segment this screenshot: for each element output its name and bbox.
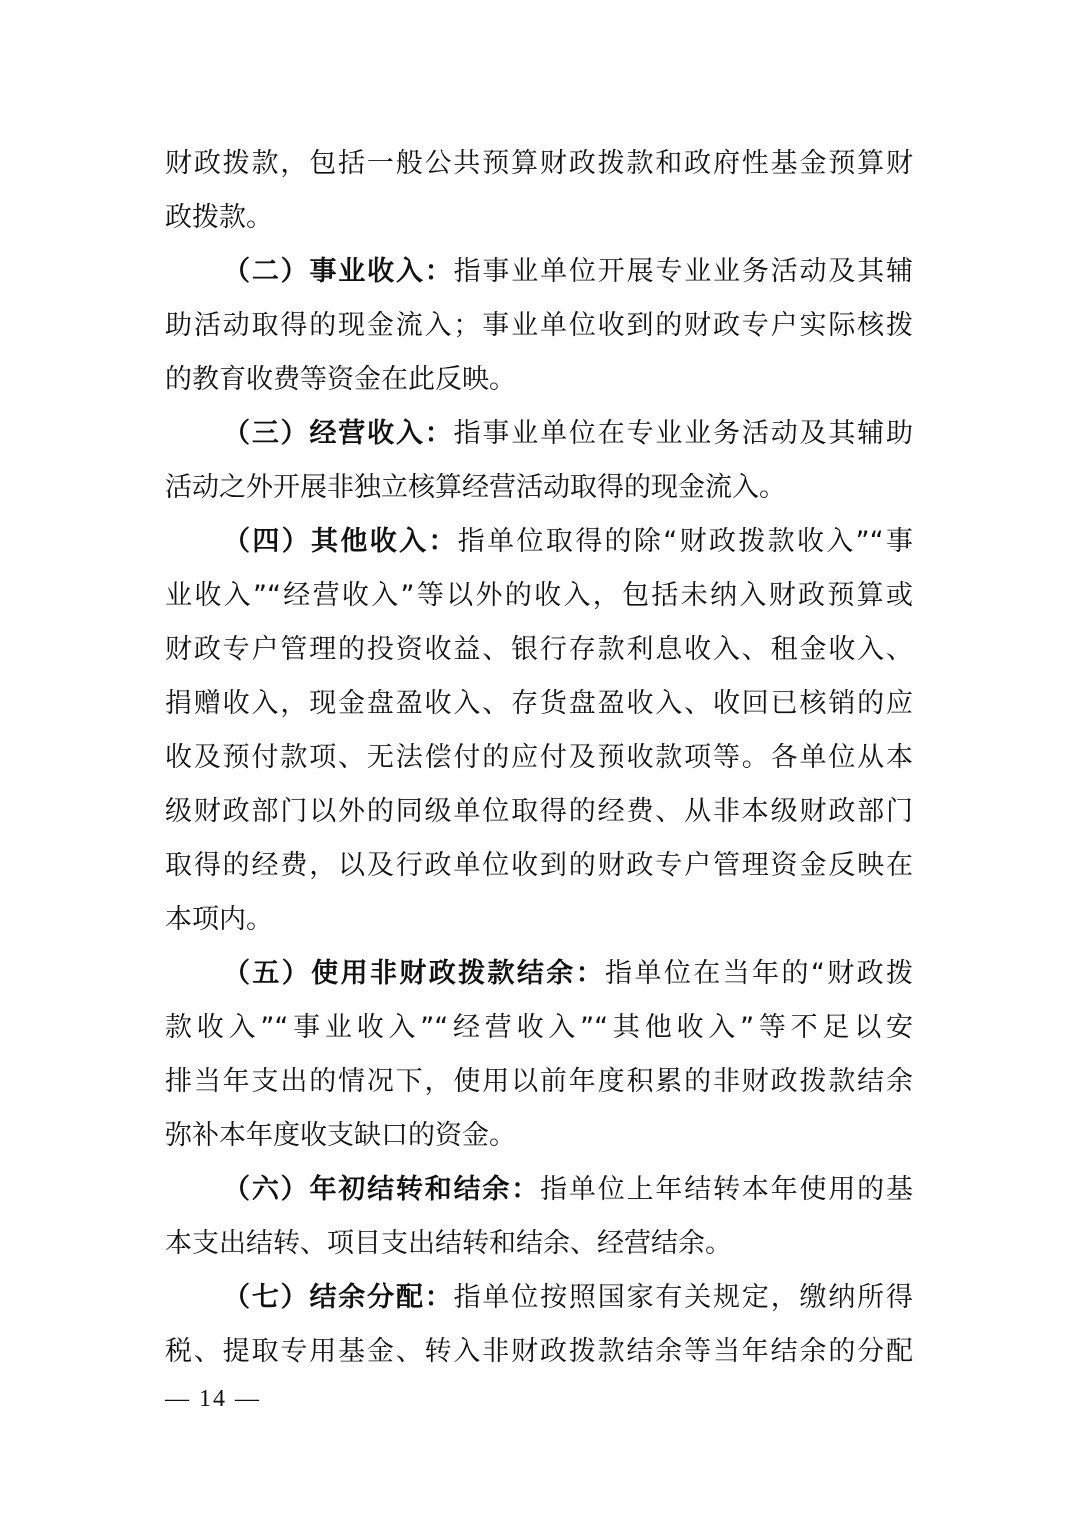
line-text: 指事业单位在专业业务活动及其辅助 [453,418,913,449]
line-text: 指事业单位开展专业业务活动及其辅 [453,256,913,287]
text-line [165,198,913,252]
item-heading: （六）年初结转和结余： [223,1174,541,1205]
text-line [165,1278,913,1332]
line-text: 财政专户管理的投资收益、银行存款利息收入、租金收入、 [165,634,913,665]
line-text: 取得的经费，以及行政单位收到的财政专户管理资金反映在 [165,850,913,881]
line-text: 收及预付款项、无法偿付的应付及预收款项等。各单位从本 [165,742,913,773]
item-heading: （三）经营收入： [223,418,454,449]
text-line [165,846,913,900]
text-line [165,684,913,738]
text-line [165,360,913,414]
line-text: 指单位按照国家有关规定，缴纳所得 [453,1282,913,1313]
line-text: 指单位上年结转本年使用的基 [540,1174,914,1205]
item-heading: （五）使用非财政拨款结余： [223,958,606,989]
text-line [165,468,913,522]
line-text: 级财政部门以外的同级单位取得的经费、从非本级财政部门 [165,796,913,827]
text-line [165,522,913,576]
text-line [165,1116,913,1170]
text-line [165,1224,913,1278]
text-line [165,144,913,198]
text-line [165,414,913,468]
text-line [165,954,913,1008]
text-line [165,738,913,792]
item-heading: （七）结余分配： [223,1282,454,1313]
line-text: 政拨款。 [165,202,273,233]
line-text: 的教育收费等资金在此反映。 [165,364,516,395]
line-text: 活动之外开展非独立核算经营活动取得的现金流入。 [165,472,786,503]
item-heading: （四）其他收入： [223,526,458,557]
text-line [165,630,913,684]
line-text: 指单位在当年的“财政拨 [605,958,913,989]
line-text: 指单位取得的除“财政拨款收入”“事 [457,526,913,557]
text-line [165,1062,913,1116]
line-text: 税、提取专用基金、转入非财政拨款结余等当年结余的分配 [165,1336,913,1367]
text-line [165,1170,913,1224]
text-line [165,1332,913,1386]
line-text: 排当年支出的情况下，使用以前年度积累的非财政拨款结余 [165,1066,913,1097]
page-number: — 14 — [165,1386,261,1412]
line-text: 捐赠收入，现金盘盈收入、存货盘盈收入、收回已核销的应 [165,688,913,719]
line-text: 本支出结转、项目支出结转和结余、经营结余。 [165,1228,732,1259]
item-heading: （二）事业收入： [223,256,454,287]
text-line [165,306,913,360]
line-text: 财政拨款，包括一般公共预算财政拨款和政府性基金预算财 [165,148,913,179]
text-line [165,900,913,954]
line-text: 款收入”“事业收入”“经营收入”“其他收入”等不足以安 [165,1012,913,1043]
line-text: 本项内。 [165,904,273,935]
line-text: 助活动取得的现金流入；事业单位收到的财政专户实际核拨 [165,310,913,341]
text-line [165,792,913,846]
line-text: 弥补本年度收支缺口的资金。 [165,1120,516,1151]
text-line [165,576,913,630]
line-text: 业收入”“经营收入”等以外的收入，包括未纳入财政预算或 [165,580,913,611]
text-line [165,1008,913,1062]
document-body [165,144,913,1386]
text-line [165,252,913,306]
